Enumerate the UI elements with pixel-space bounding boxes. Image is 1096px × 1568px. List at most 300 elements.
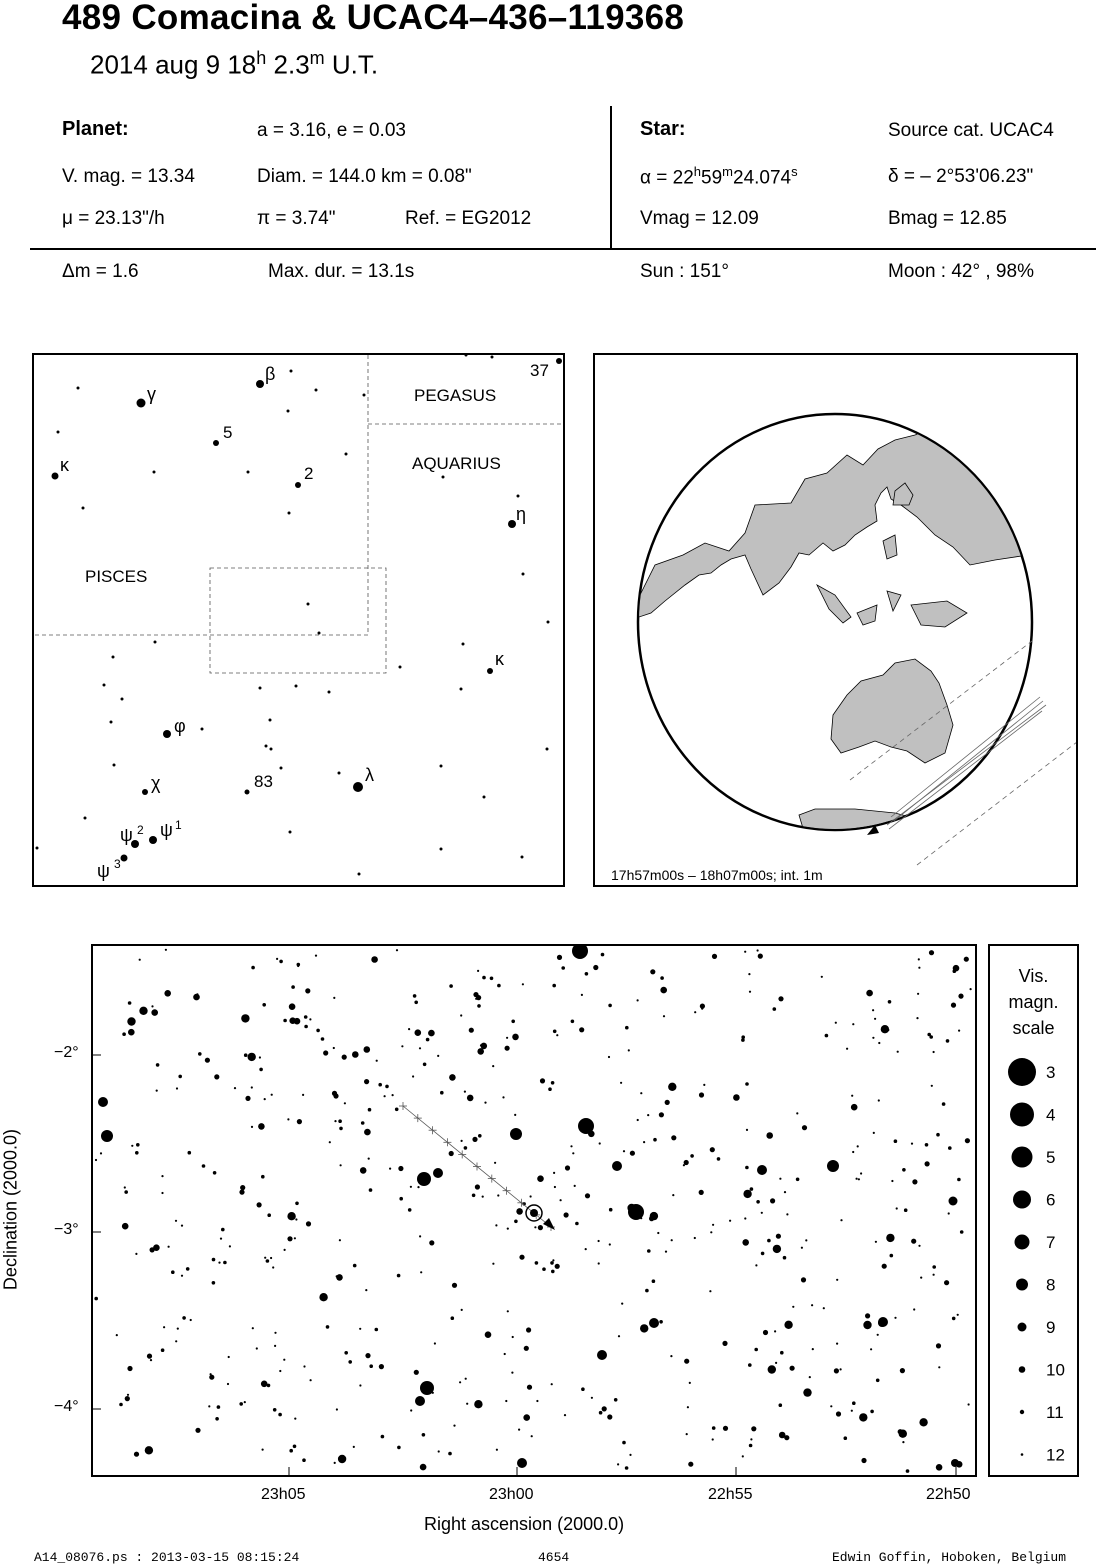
star-bmag: Bmag = 12.85 (888, 208, 1007, 229)
field-star (321, 1037, 325, 1041)
field-star (261, 1381, 268, 1388)
field-star (266, 1259, 270, 1263)
footer-author: Edwin Goffin, Hoboken, Belgium (832, 1550, 1067, 1565)
field-star (552, 1259, 554, 1261)
field-star (572, 1152, 574, 1154)
field-star (171, 1270, 175, 1274)
field-star (925, 1161, 930, 1166)
field-star (749, 991, 751, 993)
finder-star (201, 728, 204, 731)
field-star (344, 1102, 346, 1104)
field-star (866, 990, 873, 997)
field-star (410, 1409, 412, 1411)
field-star (193, 994, 200, 1001)
field-star (836, 1279, 838, 1281)
field-star (272, 1266, 274, 1268)
field-star (647, 1114, 649, 1116)
field-star (751, 1426, 756, 1431)
field-star (745, 1082, 749, 1086)
field-star (244, 1053, 248, 1057)
field-star (537, 1175, 544, 1182)
field-star (472, 1137, 477, 1142)
field-star (469, 1028, 474, 1033)
field-star (291, 985, 295, 989)
field-star (176, 1087, 178, 1089)
planet-heading: Planet: (62, 118, 129, 140)
field-star (397, 1446, 401, 1450)
field-star (712, 1426, 716, 1430)
field-star (271, 1094, 273, 1096)
field-star (465, 1378, 467, 1380)
legend-title-vis: Vis. (1018, 966, 1049, 986)
field-star (151, 1005, 153, 1007)
field-star (766, 1132, 773, 1139)
field-star (890, 1254, 894, 1258)
planet-orbit: a = 3.16, e = 0.03 (257, 120, 406, 141)
field-star (534, 1226, 536, 1228)
field-star (239, 1402, 243, 1406)
field-star (536, 1400, 538, 1402)
bright-star (949, 1197, 958, 1206)
field-star (395, 1108, 399, 1112)
field-star (686, 1433, 688, 1435)
label-psi1-index: 1 (175, 818, 182, 832)
field-star (888, 1000, 892, 1004)
field-star (779, 1178, 781, 1180)
field-star (340, 1164, 342, 1166)
field-star (581, 994, 583, 996)
field-star (258, 1123, 265, 1130)
field-star (264, 1098, 266, 1100)
legend-label-mag5: 5 (1046, 1148, 1056, 1167)
field-star (882, 1264, 887, 1269)
field-star (368, 1158, 370, 1160)
star-heading: Star: (640, 118, 686, 140)
label-5: 5 (223, 423, 233, 442)
finder-star (154, 641, 157, 644)
field-star (369, 1364, 373, 1368)
finder-star (287, 410, 290, 413)
earth-globe-panel (593, 353, 1078, 887)
field-star (414, 1001, 418, 1005)
field-star (214, 1074, 219, 1079)
field-star (608, 1056, 610, 1058)
xtick-23h00: 23h00 (489, 1486, 534, 1503)
field-star (834, 1368, 839, 1373)
field-star (542, 1267, 546, 1271)
field-star (297, 1119, 302, 1124)
field-star (773, 1007, 777, 1011)
field-star (414, 1370, 419, 1375)
field-star (918, 1245, 920, 1247)
finder-star (522, 573, 525, 576)
field-star (472, 1194, 476, 1198)
field-star (413, 994, 417, 998)
field-star (419, 1235, 421, 1237)
label-kappa-psc: κ (60, 455, 69, 475)
field-star (840, 1219, 842, 1221)
header-divider (610, 106, 612, 248)
field-star (302, 1094, 304, 1096)
field-star (830, 1405, 832, 1407)
finder-star (508, 520, 516, 528)
field-star (552, 984, 556, 988)
field-star (420, 1464, 427, 1471)
label-psi2: ψ (120, 825, 133, 845)
field-star (156, 1090, 158, 1092)
bright-star (433, 1168, 443, 1178)
field-star (598, 1262, 600, 1264)
field-star (212, 1258, 216, 1262)
field-star (494, 1162, 496, 1164)
legend-label-mag11: 11 (1046, 1403, 1064, 1422)
field-star (150, 1359, 152, 1361)
field-star (417, 1186, 419, 1188)
star-declination: δ = – 2°53'06.23" (888, 166, 1034, 187)
field-star (672, 1194, 674, 1196)
field-star (614, 1398, 618, 1402)
field-star (911, 1143, 913, 1145)
field-star (338, 1455, 346, 1463)
field-star (968, 1403, 970, 1405)
field-star (497, 1194, 499, 1196)
finder-star (82, 507, 85, 510)
field-star (902, 1441, 904, 1443)
field-star (755, 1264, 757, 1266)
field-star (618, 1335, 620, 1337)
field-star (295, 1202, 299, 1206)
field-star (283, 1359, 285, 1361)
field-star (398, 1166, 403, 1171)
field-star (334, 1120, 336, 1122)
field-star (803, 1388, 811, 1396)
finder-star (57, 431, 60, 434)
field-star (957, 1178, 961, 1182)
bright-star (649, 1318, 659, 1328)
field-star (881, 1025, 889, 1033)
field-star (548, 1087, 552, 1091)
field-star (958, 1030, 960, 1032)
field-star (164, 990, 171, 997)
field-star (274, 1332, 276, 1334)
field-star (449, 1074, 456, 1081)
field-star (134, 1452, 139, 1457)
label-eta: η (516, 504, 527, 524)
field-star (326, 1325, 330, 1329)
field-star (856, 1178, 858, 1180)
finder-star (110, 721, 113, 724)
field-star (139, 959, 141, 961)
field-star (754, 1348, 758, 1352)
field-star (571, 1020, 575, 1024)
field-star (279, 960, 283, 964)
field-star (554, 1186, 556, 1188)
field-star (124, 1190, 128, 1194)
field-star (911, 1239, 916, 1244)
finder-star (440, 765, 443, 768)
field-star (774, 1330, 776, 1332)
field-star (257, 1202, 262, 1207)
event-datetime: 2014 aug 9 18$^h$ 2.3$^m$ U.T. (90, 48, 379, 80)
field-star (353, 1264, 357, 1268)
field-star (690, 1154, 694, 1158)
field-star (744, 951, 746, 953)
field-star (872, 1037, 874, 1039)
field-star (877, 1334, 879, 1336)
field-star (294, 1418, 296, 1420)
page-title: 489 Comacina & UCAC4–436–119368 (62, 0, 685, 37)
field-star (478, 1134, 482, 1138)
footer-file: A14_08076.ps : 2013-03-15 08:15:24 (34, 1550, 300, 1565)
field-star (886, 1234, 894, 1242)
label-gamma: γ (147, 384, 156, 404)
field-star (897, 1051, 899, 1053)
field-star (434, 1342, 436, 1344)
field-star (316, 1029, 320, 1033)
planet-vmag: V. mag. = 13.34 (62, 166, 195, 187)
field-star (124, 1186, 126, 1188)
finder-star (153, 471, 156, 474)
field-star (215, 1417, 219, 1421)
field-star (637, 1119, 639, 1121)
field-star (287, 1212, 295, 1220)
star-chart (91, 944, 977, 1477)
field-star (749, 1444, 753, 1448)
finder-star (149, 836, 157, 844)
constellation-pisces: PISCES (85, 567, 148, 586)
field-star (474, 1400, 482, 1408)
field-star (261, 1175, 265, 1179)
field-star (412, 1075, 414, 1077)
legend-title-scale: scale (1012, 1018, 1055, 1038)
field-star (516, 1208, 523, 1215)
field-star (617, 1463, 619, 1465)
field-star (809, 1376, 811, 1378)
field-star (599, 1411, 603, 1415)
field-star (906, 1469, 910, 1473)
field-star (902, 1168, 906, 1172)
finder-star (556, 358, 562, 364)
field-star (415, 1029, 422, 1036)
field-star (671, 1239, 673, 1241)
field-star (538, 1225, 543, 1230)
planet-motion: μ = 23.13"/h (62, 208, 165, 229)
finder-star (77, 387, 80, 390)
field-star (602, 1406, 607, 1411)
field-star (629, 1454, 631, 1456)
field-star (723, 1426, 728, 1431)
field-star (628, 1049, 630, 1051)
field-star (127, 1366, 132, 1371)
finder-star (142, 789, 148, 795)
field-star (741, 1038, 745, 1042)
field-star (461, 1309, 463, 1311)
field-star (359, 1328, 361, 1330)
field-star (449, 1151, 454, 1156)
field-star (519, 1255, 524, 1260)
field-star (775, 1362, 777, 1364)
field-star (251, 1086, 253, 1088)
field-star (252, 1327, 254, 1329)
field-star (894, 1317, 896, 1319)
legend-label-mag7: 7 (1046, 1233, 1056, 1252)
field-star (556, 1034, 558, 1036)
field-star (151, 1009, 158, 1016)
field-star (229, 1245, 231, 1247)
field-star (919, 1418, 927, 1426)
finder-star (280, 767, 283, 770)
field-star (773, 1245, 781, 1253)
field-star (712, 954, 717, 959)
field-star (601, 953, 605, 957)
field-star (304, 1025, 308, 1029)
field-star (262, 1449, 264, 1451)
field-star (186, 1267, 190, 1271)
field-star (464, 1146, 468, 1150)
field-star (557, 955, 562, 960)
field-star (136, 1143, 140, 1147)
field-star (553, 1172, 555, 1174)
finder-star (345, 453, 348, 456)
field-star (701, 1008, 703, 1010)
finder-star (399, 666, 402, 669)
label-2: 2 (304, 464, 314, 483)
field-star (168, 1246, 170, 1248)
field-star (778, 996, 783, 1001)
legend-label-mag12: 12 (1046, 1445, 1065, 1465)
field-star (637, 999, 639, 1001)
field-star (876, 1379, 880, 1383)
field-star (459, 1381, 461, 1383)
field-star (767, 1239, 771, 1243)
field-star (574, 1185, 576, 1187)
field-star (860, 1172, 862, 1174)
bright-star (612, 1161, 622, 1171)
field-star (647, 1249, 651, 1253)
finder-star (256, 380, 264, 388)
planet-diameter: Diam. = 144.0 km = 0.08" (257, 166, 472, 187)
legend-dot-mag9 (1018, 1323, 1027, 1332)
field-star (524, 1346, 529, 1351)
field-star (758, 954, 763, 959)
finder-star (442, 476, 445, 479)
magnitude-legend (988, 944, 1079, 1477)
label-kappa-aqr: κ (495, 649, 504, 669)
field-star (659, 1320, 663, 1324)
field-star (477, 1004, 481, 1008)
field-star (874, 1018, 876, 1020)
label-psi2-index: 2 (137, 823, 144, 837)
field-star (561, 966, 565, 970)
field-star (540, 1078, 545, 1083)
field-star (287, 1236, 292, 1241)
field-star (323, 1050, 328, 1055)
field-star (376, 1060, 378, 1062)
field-star (784, 1321, 792, 1329)
field-star (336, 1274, 343, 1281)
field-star (699, 1092, 704, 1097)
field-star (925, 1143, 929, 1147)
field-star (514, 1114, 516, 1116)
field-star (95, 1159, 97, 1161)
field-star (227, 1383, 229, 1385)
field-star (175, 1340, 177, 1342)
field-star (302, 1458, 306, 1462)
field-star (607, 1414, 612, 1419)
label-psi1: ψ (160, 820, 173, 840)
field-star (952, 1317, 956, 1321)
field-star (475, 1184, 480, 1189)
legend-dot-mag7 (1015, 1235, 1030, 1250)
xtick-22h50: 22h50 (926, 1486, 971, 1503)
field-star (857, 1145, 859, 1147)
field-star (551, 1383, 553, 1385)
legend-label-mag3: 3 (1046, 1063, 1056, 1082)
field-star (649, 1216, 654, 1221)
field-star (598, 1240, 600, 1242)
field-star (904, 1208, 908, 1212)
field-star (100, 1152, 102, 1154)
finder-star (487, 668, 493, 674)
field-star (319, 1293, 327, 1301)
field-star (946, 1039, 950, 1043)
field-star (652, 1279, 656, 1283)
field-star (426, 1038, 430, 1042)
field-star (953, 965, 960, 972)
field-star (593, 965, 598, 970)
field-star (948, 1146, 952, 1150)
field-star (437, 1055, 439, 1057)
field-star (334, 1462, 336, 1464)
field-star (643, 1141, 645, 1143)
field-star (315, 955, 317, 957)
field-star (440, 1091, 444, 1095)
field-star (825, 1034, 829, 1038)
field-star (671, 1135, 676, 1140)
field-star (779, 1432, 786, 1439)
field-star (851, 1410, 853, 1412)
field-star (917, 993, 919, 995)
field-star (473, 992, 478, 997)
field-star (694, 1011, 696, 1013)
field-star (878, 1042, 880, 1044)
field-star (451, 1316, 455, 1320)
field-star (891, 1180, 893, 1182)
field-star (555, 1264, 560, 1269)
field-star (256, 1347, 258, 1349)
finder-star (462, 643, 465, 646)
field-star (188, 1151, 192, 1155)
field-star (932, 1265, 936, 1269)
field-star (364, 1079, 369, 1084)
field-star (709, 1290, 711, 1292)
field-star (220, 1238, 222, 1240)
footer-number: 4654 (538, 1550, 570, 1565)
field-star (748, 1363, 752, 1367)
field-star (668, 1083, 676, 1091)
field-star (512, 1336, 514, 1338)
field-star (744, 1217, 746, 1219)
field-star (259, 1068, 263, 1072)
field-star (535, 1261, 539, 1265)
field-star (933, 1274, 935, 1276)
finder-star (103, 684, 106, 687)
field-star (844, 1436, 848, 1440)
field-star (564, 1212, 569, 1217)
field-star (221, 1228, 225, 1232)
field-star (852, 1151, 854, 1153)
field-star (900, 1368, 905, 1373)
